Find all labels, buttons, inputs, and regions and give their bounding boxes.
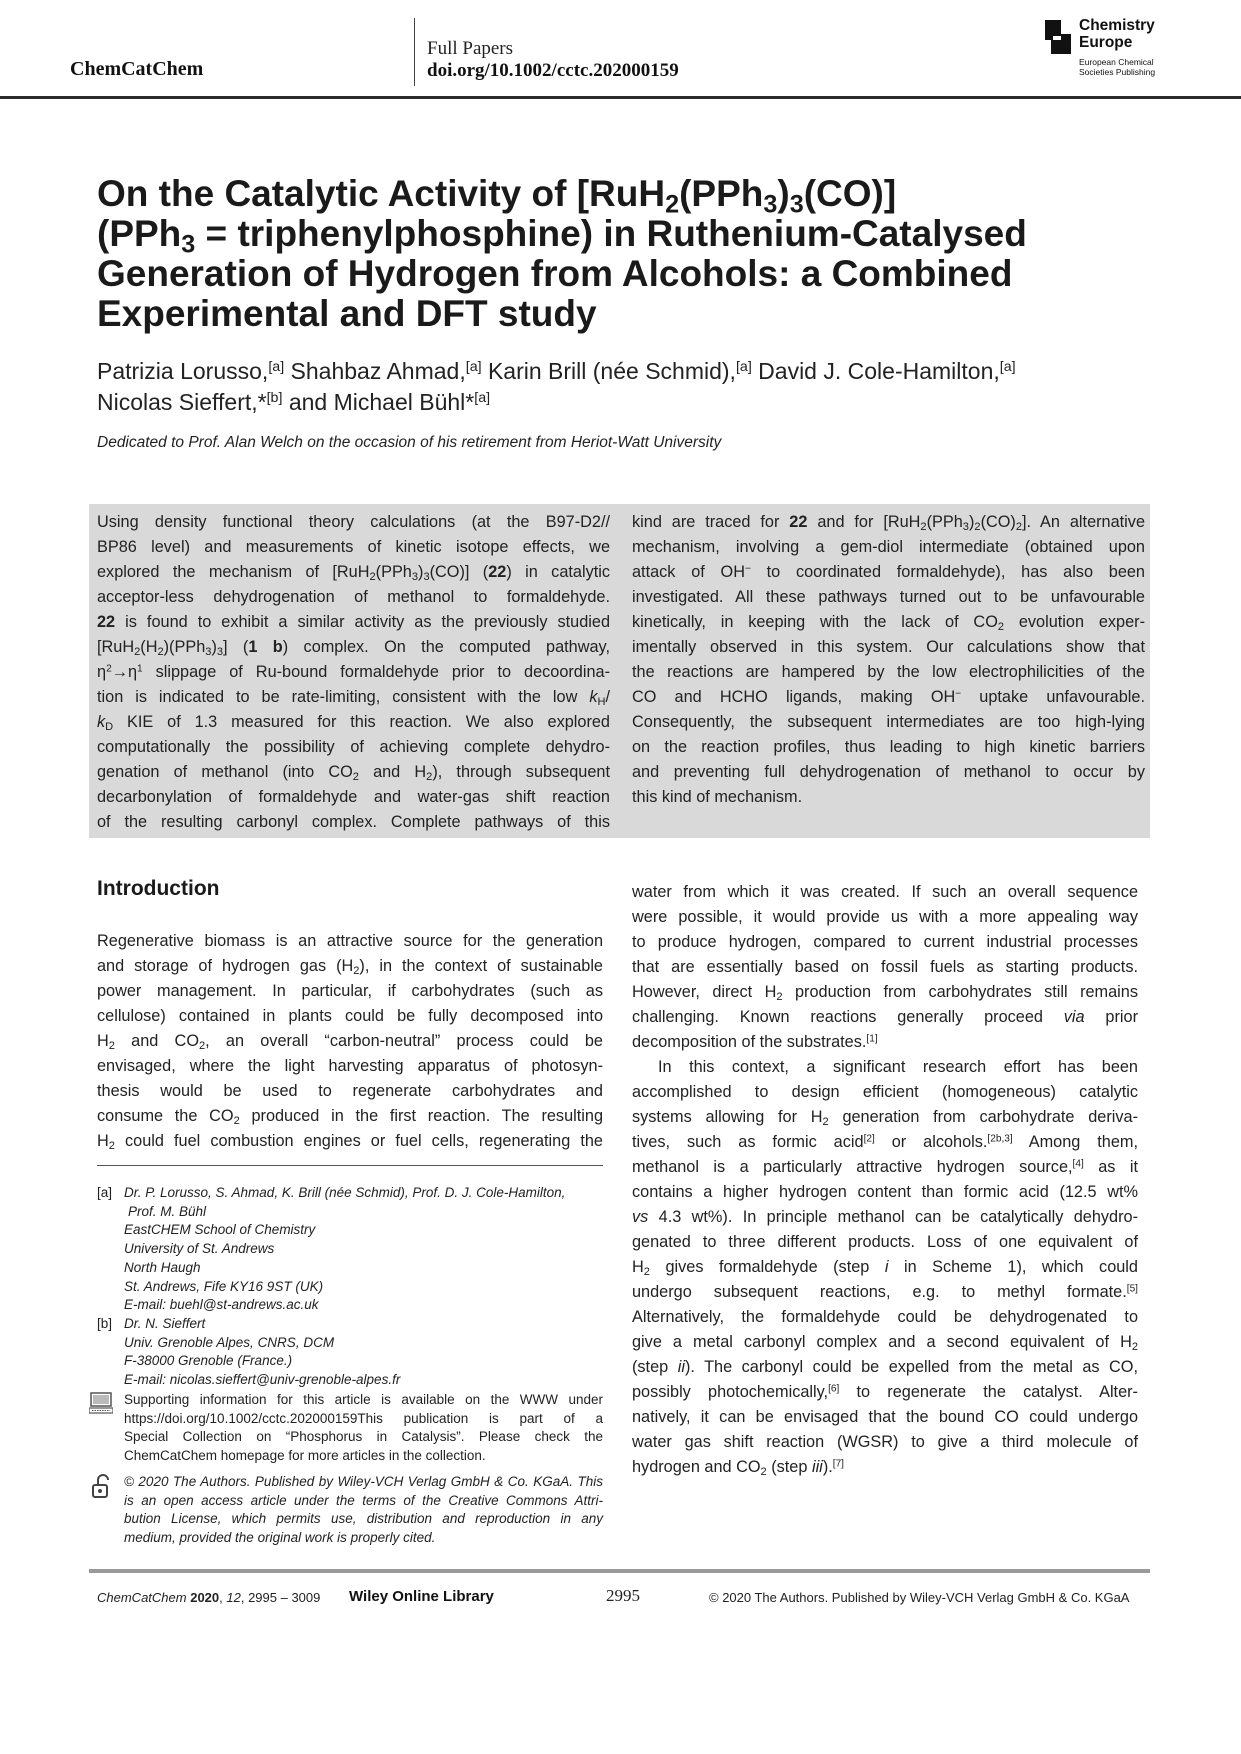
abstract-right-column: kind are traced for 22 and for $[RuH_2(PPh_3)_2(CO)_2]$. An alternative mechanism, involving a gem-diol intermediate (obtained upon attack of OH− to coordinated formaldehyde), has also been investigated. All these pathways turned out to be unfavourable kinetically, in keeping with the lack of $CO_2$ evolution exper- imentally observed in this system. Our calculations show that the reactions are hampered by the low electrophilicities of the CO and HCHO ligands, making OH− uptake unfavourable. Consequently, the subsequent intermediates are too high-lying on the reaction profiles, thus leading to high kinetic barriers and preventing full dehydrogenation of methanol to occur by this kind of mechanism. (632, 513, 1145, 806)
intro-left-column: Regenerative biomass is an attractive source for the generation and storage of hydrogen gas $(H_2)$, in the context of sustainable power management. In particular, if carbohydrates (such as cellulose) contained in plants could be fully decomposed into $H_2$ and $CO_2$, an overall “carbon-neutral” process could be envisaged, where the light harvesting apparatus of photosyn- thesis would be used to regenerate carbohydrates and consume the $CO_2$ produced in the first reaction. The resulting $H_2$ could fuel combustion engines or fuel cells, regenerating the (97, 932, 603, 1152)
citation[interactable]: [4] (1072, 1158, 1084, 1170)
supporting-information-note: Supporting information for this article is available on the WWW under https://doi.org/10.1002/cctc.202000159This publication is part of a Special Collection on “Phosphorus in Catalysis”. Please check the ChemCatChem homepage for more articles in the collection. (124, 1392, 603, 1464)
chemistry-europe-logo-icon (1045, 20, 1071, 54)
citation[interactable]: [5] (1126, 1283, 1138, 1295)
abstract-left-column: Using density functional theory calculations (at the B97-D2// BP86 level) and measurements of kinetic isotope effects, we explored the mechanism of $[RuH_2(PPh_3)_3(CO)]$ (22) in catalytic acceptor-less dehydrogenation of methanol to formaldehyde. 22 is found to exhibit a similar activity as the previously studied $[RuH_2(H_2)(PPh_3)_3]$ (1 b) complex. On the computed pathway, $\eta^2\to\eta^1$ slippage of Ru-bound formaldehyde prior to decoordina- tion is indicated to be rate-limiting, consistent with the low $k_H/$ $k_D$ KIE of 1.3 measured for this reaction. We also explored computationally the possibility of achieving complete dehydro- genation of methanol (into $CO_2$ and $H_2$), through subsequent decarbonylation of formaldehyde and water-gas shift reaction of the resulting carbonyl complex. Complete pathways of this (97, 513, 611, 831)
journal-name: ChemCatChem (70, 58, 204, 80)
logo-text-line2: Europe (1079, 34, 1133, 51)
computer-icon (89, 1392, 113, 1414)
citation[interactable]: [1] (866, 1033, 878, 1045)
footer-rule (89, 1569, 1150, 1573)
author-list: Patrizia Lorusso,[a] Shahbaz Ahmad,[a] Karin Brill (née Schmid),[a] David J. Cole-Hamilton,[a] Nicolas Sieffert,*[b] and Michael Bühl*[a] (97, 358, 1016, 415)
author: Patrizia Lorusso, (97, 358, 269, 384)
affiliation-label-a: [a] (97, 1185, 113, 1200)
affiliation-label-b: [b] (97, 1316, 113, 1331)
dedication: Dedicated to Prof. Alan Welch on the occasion of his retirement from Heriot-Watt University (97, 434, 722, 451)
title-line-1: On the Catalytic Activity of $[RuH_2(PPh_3)_3(CO)]$ (97, 173, 897, 219)
page-number: 2995 (606, 1586, 640, 1605)
title-line-4: Experimental and DFT study (97, 293, 597, 334)
footnote-rule (97, 1165, 603, 1166)
affiliation-a: Dr. P. Lorusso, S. Ahmad, K. Brill (née Schmid), Prof. D. J. Cole-Hamilton, Prof. M. Bühl EastCHEM School of Chemistry University of St. Andrews North Haugh St. Andrews, Fife KY16 9ST (UK) E-mail: buehl@st-andrews.ac.uk (124, 1184, 565, 1315)
header-rule (0, 96, 1241, 99)
intro-right-column: water from which it was created. If such an overall sequence were possible, it would provide us with a more appealing way to produce hydrogen, compared to current industrial processes that are essentially based on fossil fuels as starting products. However, direct $H_2$ production from carbohydrates still remains challenging. Known reactions generally proceed via prior decomposition of the substrates.[1] In this context, a significant research effort has been accomplished to design efficient (homogeneous) catalytic systems allowing for $H_2$ generation from carbohydrate deriva- tives, such as formic acid[2] or alcohols.[2b,3] Among them, methanol is a particularly attractive hydrogen source,[4] as it contains a higher hydrogen content than formic acid (12.5 wt% vs 4.3 wt%). In principle methanol can be catalytically dehydro- genated to three different products. Loss of one equivalent of $H_2$ gives formaldehyde (step i in Scheme 1), which could undergo subsequent reactions, e.g. to methyl formate.[5] Alternatively, the formaldehyde could be dehydrogenated to give a metal carbonyl complex and a second equivalent of $H_2$ (step ii). The carbonyl could be expelled from the metal as CO, possibly photochemically,[6] to regenerate the catalyst. Alter- natively, it can be envisaged that the bound CO could undergo water gas shift reaction (WGSR) to give a third molecule of hydrogen and $CO_2$ (step iii).[7] (632, 883, 1138, 1478)
logo-subtext-line2: Societies Publishing (1079, 67, 1156, 77)
logo-text-line1: Chemistry (1079, 17, 1155, 34)
author: Karin Brill (née Schmid), (481, 358, 736, 384)
open-access-note: © 2020 The Authors. Published by Wiley-VCH Verlag GmbH & Co. KGaA. This is an open access article under the terms of the Creative Commons Attri- bution License, which permits use, distribution and reproduction in any medium, provided the original work is properly cited. (124, 1474, 603, 1546)
header-divider (414, 18, 415, 86)
citation[interactable]: [2b,3] (987, 1133, 1013, 1145)
title-line-2: (PPh$_3$ = triphenylphosphine) in Ruthenium-Catalysed (97, 213, 1027, 259)
chemistry-europe-logo (1045, 17, 1175, 81)
footer-citation: ChemCatChem 2020, 12, 2995 – 3009 (97, 1590, 321, 1605)
doi-link[interactable]: doi.org/10.1002/cctc.202000159 (427, 60, 679, 81)
author: David J. Cole-Hamilton, (751, 358, 1000, 384)
email-link[interactable]: E-mail: nicolas.sieffert@univ-grenoble-alpes.fr (124, 1372, 401, 1388)
citation[interactable]: [6] (828, 1383, 840, 1395)
author: Shahbaz Ahmad, (284, 358, 466, 384)
article-title (97, 174, 1157, 334)
title-line-3: Generation of Hydrogen from Alcohols: a Combined (97, 253, 1013, 294)
email-link[interactable]: E-mail: buehl@st-andrews.ac.uk (124, 1297, 319, 1313)
author: and Michael Bühl* (282, 389, 475, 415)
section-label: Full Papers (427, 38, 514, 59)
affiliation-b: Dr. N. Sieffert Univ. Grenoble Alpes, CNRS, DCM F-38000 Grenoble (France.) E-mail: nicolas.sieffert@univ-grenoble-alpes.fr (124, 1315, 400, 1390)
citation[interactable]: [7] (832, 1458, 844, 1470)
wiley-online-library-link[interactable]: Wiley Online Library (349, 1588, 494, 1605)
section-heading-introduction: Introduction (97, 877, 220, 900)
citation[interactable]: [2] (863, 1133, 875, 1145)
logo-subtext-line1: European Chemical (1079, 57, 1154, 67)
author: Nicolas Sieffert,* (97, 389, 267, 415)
open-access-icon (92, 1474, 112, 1498)
footer-copyright: © 2020 The Authors. Published by Wiley-VCH Verlag GmbH & Co. KGaA (709, 1590, 1130, 1605)
